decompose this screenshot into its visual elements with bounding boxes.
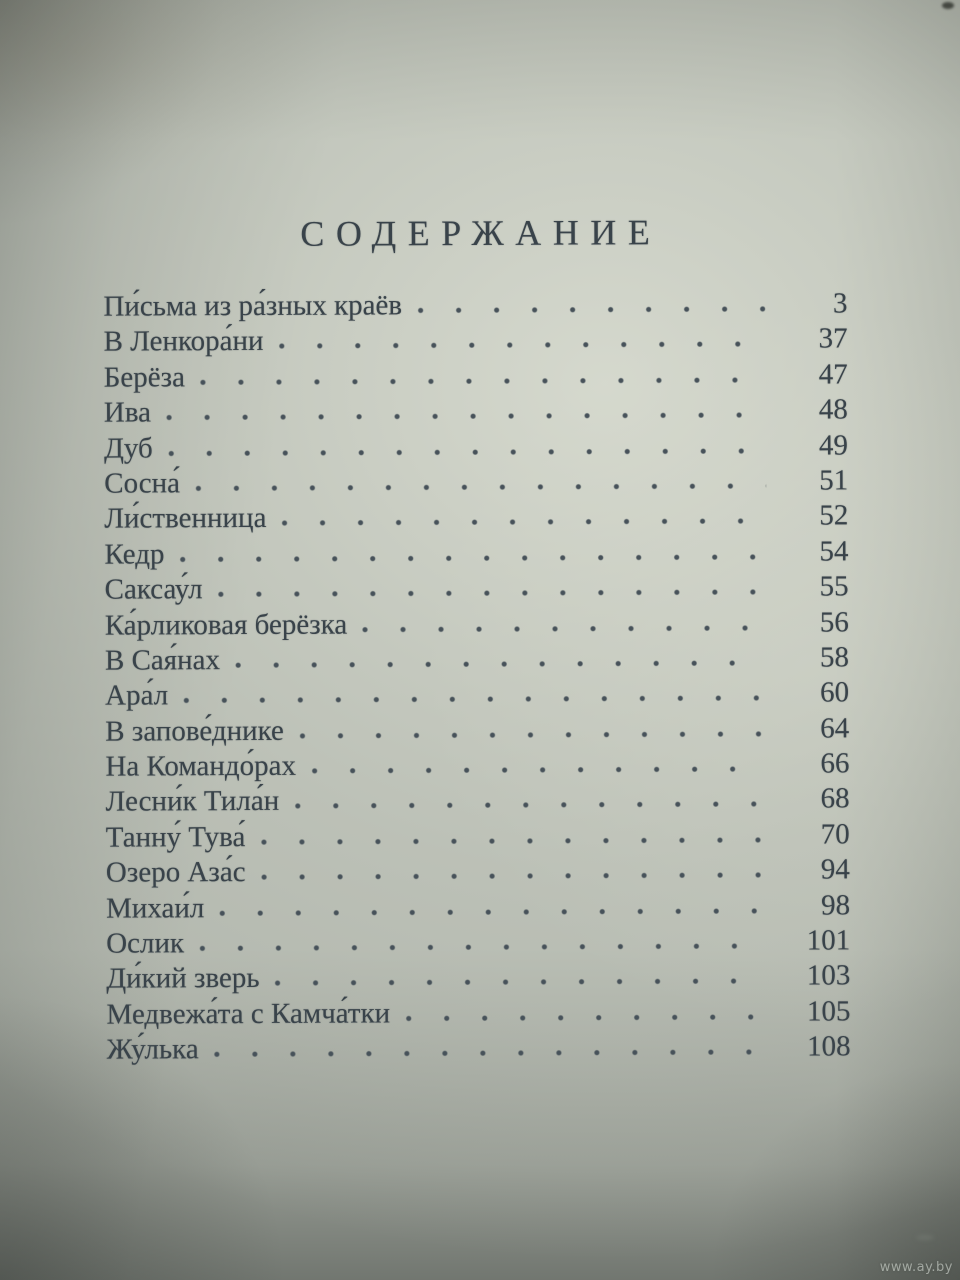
dot-leader [183, 695, 767, 705]
toc-entry [105, 711, 849, 750]
dot-leader [260, 837, 767, 846]
toc-entry [105, 676, 849, 715]
toc-entry-page: 103 [806, 959, 851, 992]
toc-entry-title: Танну́ Тува́ [105, 820, 246, 854]
toc-entry-title: Медвежа́та с Камча́тки [106, 997, 391, 1031]
toc-entry-page: 94 [820, 853, 850, 886]
toc-entry [105, 746, 849, 785]
toc-entry-page: 64 [820, 712, 850, 745]
toc-entry-title: Саксау́л [104, 573, 203, 606]
photo-smudge-bottom-right [916, 1235, 934, 1240]
dot-leader [200, 377, 766, 386]
toc-entry-title: Ди́кий зверь [106, 962, 260, 996]
toc-entry-title: Ара́л [105, 679, 169, 712]
toc-entry-title: Кедр [104, 538, 165, 571]
toc-entry-title: Пи́сьма из ра́зных краёв [103, 289, 403, 323]
toc-entry-title: Ли́ственница [104, 502, 267, 535]
dot-leader [417, 306, 765, 315]
toc-entry-title: В Ленкора́ни [103, 325, 264, 359]
toc-entry [103, 322, 847, 361]
toc-entry-page: 70 [820, 818, 850, 851]
toc-entry-title: В Сая́нах [104, 644, 221, 677]
toc-entry [104, 357, 848, 396]
toc-entry [105, 569, 849, 608]
dot-leader [218, 589, 767, 598]
dot-leader [261, 872, 768, 881]
toc-entry-page: 49 [818, 428, 849, 462]
dot-leader [311, 766, 767, 775]
dot-leader [299, 730, 767, 739]
watermark: www.ay.by [879, 1260, 953, 1275]
toc-entry [105, 605, 849, 644]
toc-entry [106, 994, 850, 1033]
toc-entry-page: 58 [819, 641, 850, 674]
toc-entry [106, 923, 850, 962]
dot-leader [294, 801, 767, 810]
toc-entry-page: 68 [820, 782, 850, 815]
dot-leader [281, 518, 766, 527]
dot-leader [199, 943, 768, 952]
dot-leader [168, 447, 766, 457]
dot-leader [279, 341, 766, 350]
toc-entry-title: Сосна́ [104, 467, 181, 500]
toc-entry-title: Жу́лька [106, 1033, 199, 1066]
toc-entry [106, 817, 850, 856]
toc-entry-page: 56 [819, 605, 849, 639]
toc-entry-page: 3 [832, 287, 848, 320]
dot-leader [214, 1049, 769, 1058]
toc-entry [104, 428, 848, 467]
toc-entry-page: 105 [806, 995, 851, 1028]
toc-entry-page: 98 [820, 889, 851, 922]
toc-entry-page: 37 [818, 322, 848, 355]
toc-entry-page: 55 [819, 570, 849, 603]
toc-entry-page: 48 [818, 393, 848, 426]
dot-leader [405, 1014, 768, 1023]
toc-entry-page: 52 [819, 499, 849, 532]
photo-smudge-top-right [942, 2, 954, 9]
toc-entry [103, 286, 847, 325]
dot-leader [235, 660, 767, 669]
dot-leader [275, 978, 769, 987]
dot-leader [362, 624, 767, 633]
toc-entry-title: Ива [103, 396, 152, 429]
toc-entry-title: Берёза [103, 361, 186, 394]
toc-entry [105, 782, 849, 821]
toc-entry [104, 499, 848, 538]
toc-entry-title: В запове́днике [105, 714, 284, 748]
toc-entry-page: 60 [820, 676, 850, 709]
toc-entry-title: На Командо́рах [105, 749, 297, 783]
toc-entry [106, 853, 850, 892]
toc-entry [106, 888, 850, 927]
toc-entry-page: 66 [820, 747, 850, 780]
toc-entry [104, 463, 848, 502]
toc-entry-title: Ослик [106, 927, 185, 960]
toc-entry-title: Ка́рликовая берёзка [104, 608, 348, 642]
toc-entry [104, 393, 848, 432]
toc-entry-title: Михаи́л [105, 891, 205, 925]
contents-title: СОДЕРЖАНИЕ [300, 212, 662, 254]
toc-entry-title: Лесни́к Тила́н [105, 785, 280, 819]
toc-list [103, 286, 850, 1068]
toc-entry [104, 534, 848, 573]
dot-leader [219, 907, 768, 916]
toc-entry-title: Озеро Аза́с [105, 856, 246, 889]
toc-entry-page: 54 [819, 535, 849, 568]
dot-leader [166, 412, 766, 422]
toc-entry-page: 47 [818, 358, 848, 391]
toc-entry-page: 51 [819, 464, 849, 497]
dot-leader [179, 553, 766, 563]
toc-entry-title: Дуб [103, 431, 153, 465]
toc-entry [105, 640, 849, 679]
toc-entry [106, 959, 850, 998]
toc-entry-page: 108 [807, 1030, 851, 1063]
contents-page [103, 210, 851, 1068]
toc-entry [107, 1030, 851, 1069]
dot-leader [195, 483, 766, 492]
toc-entry-page: 101 [806, 924, 851, 957]
